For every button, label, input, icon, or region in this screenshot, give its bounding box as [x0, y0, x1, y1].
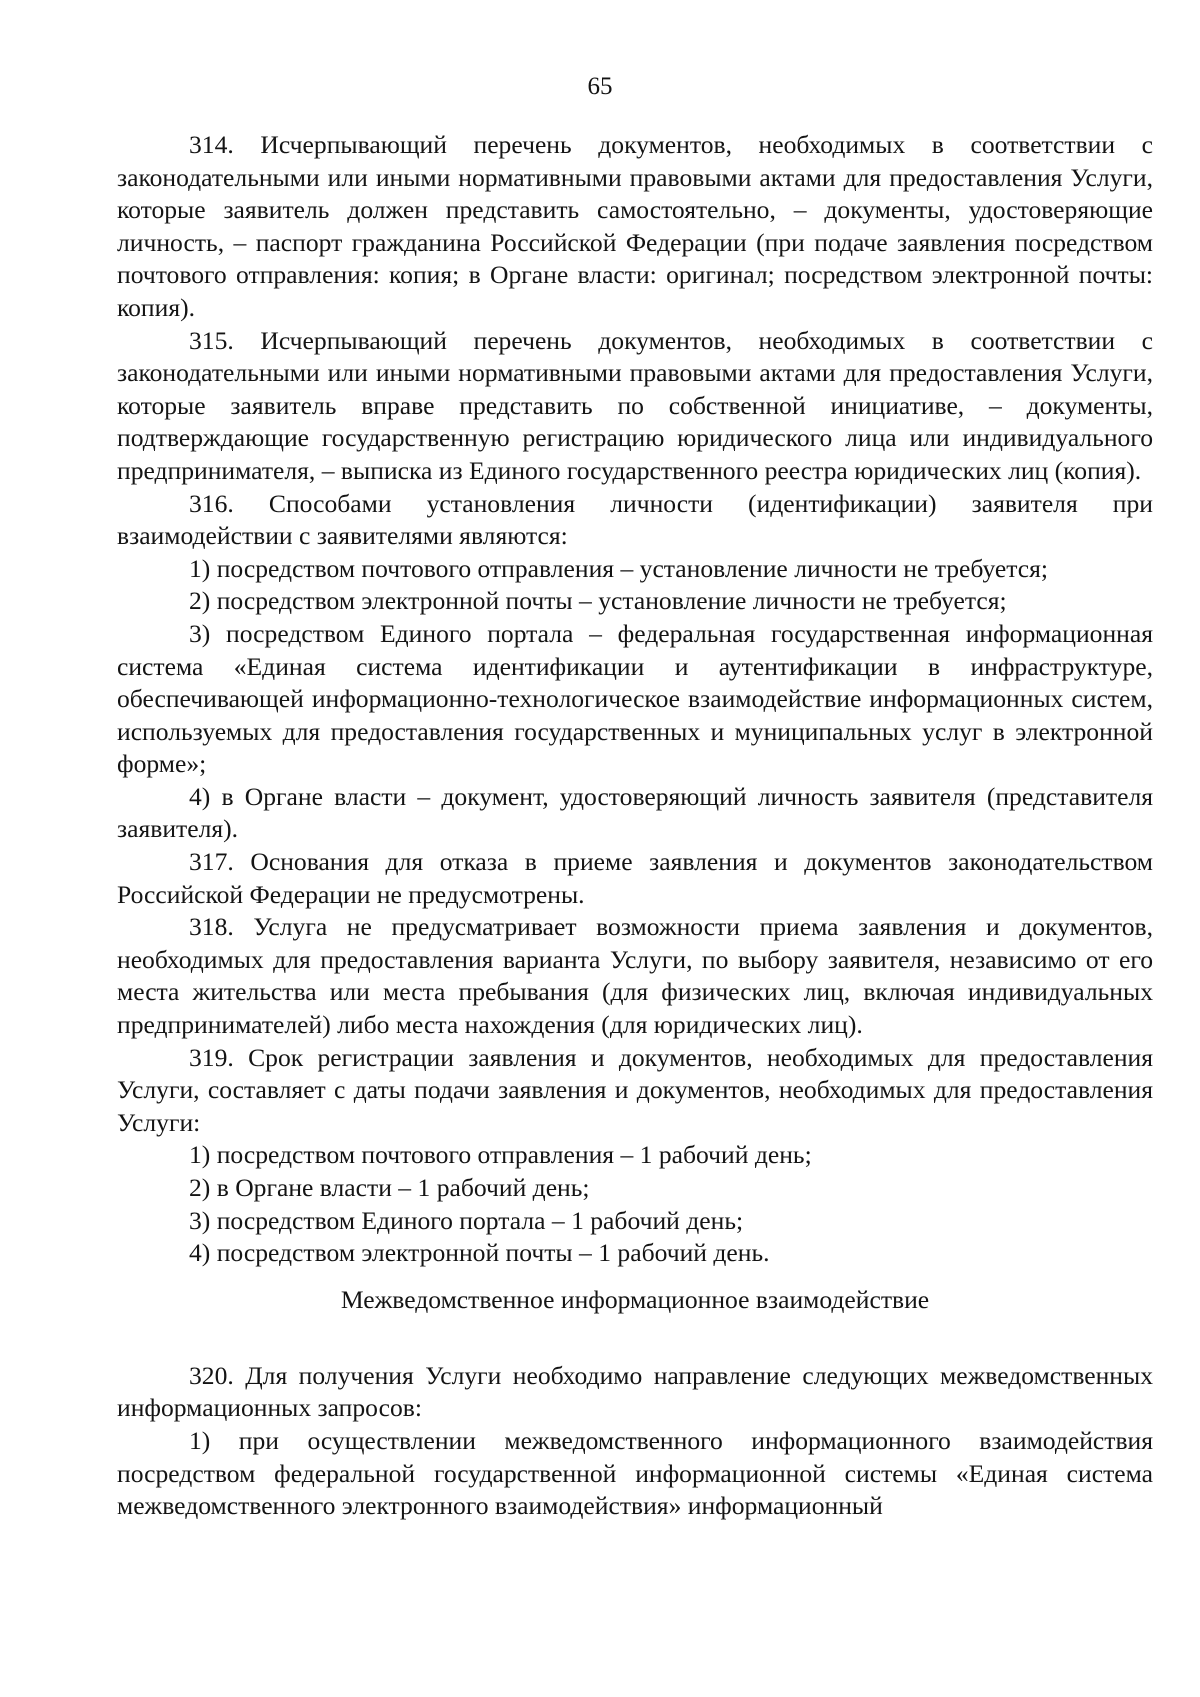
- list-item: 1) посредством почтового отправления – 1 рабочий день;: [189, 1140, 812, 1170]
- paragraph-319: 319. Срок регистрации заявления и документов, необходимых для предоставления Услуги, составляет с даты подачи заявления и документов, необходимых для предоставления Услуги:: [117, 1042, 1153, 1137]
- list-item: 4) в Органе власти – документ, удостоверяющий личность заявителя (представителя заявителя).: [117, 781, 1153, 844]
- paragraph-315: 315. Исчерпывающий перечень документов, необходимых в соответствии с законодательными или иными нормативными правовыми актами для предоставления Услуги, которые заявитель вправе представить по собственной инициативе, – документы, подтверждающие государственную регистрацию юридического лица или индивидуального предпринимателя, – выписка из Единого государственного реестра юридических лиц (копия).: [117, 325, 1153, 485]
- list-item: 1) посредством почтового отправления – установление личности не требуется;: [189, 553, 1049, 583]
- paragraph-314: 314. Исчерпывающий перечень документов, необходимых в соответствии с законодательными или иными нормативными правовыми актами для предоставления Услуги, которые заявитель должен представить самостоятельно, – документы, удостоверяющие личность, – паспорт гражданина Российской Федерации (при подаче заявления посредством почтового отправления: копия; в Органе власти: оригинал; посредством электронной почты: копия).: [117, 130, 1153, 322]
- paragraph-317: 317. Основания для отказа в приеме заявления и документов законодательством Российской Федерации не предусмотрены.: [117, 847, 1153, 909]
- paragraph-320: 320. Для получения Услуги необходимо направление следующих межведомственных информационных запросов:: [117, 1360, 1153, 1423]
- list-item: 2) посредством электронной почты – установление личности не требуется;: [189, 586, 1007, 616]
- section-heading: Межведомственное информационное взаимодействие: [340, 1284, 930, 1314]
- paragraph-316: 316. Способами установления личности (идентификации) заявителя при взаимодействии с заявителями являются:: [117, 488, 1153, 551]
- list-item: 1) при осуществлении межведомственного информационного взаимодействия посредством федеральной государственной информационной системы «Единая система межведомственного электронного взаимодействия» информационный: [117, 1425, 1153, 1521]
- page-number: 65: [587, 73, 613, 100]
- document-body: [117, 129, 1153, 1523]
- list-item: 3) посредством Единого портала – 1 рабочий день;: [189, 1205, 744, 1235]
- list-item: 3) посредством Единого портала – федеральная государственная информационная система «Единая система идентификации и аутентификации в инфраструктуре, обеспечивающей информационно-технологическое взаимодействие информационных систем, используемых для предоставления государственных и муниципальных услуг в электронной форме»;: [117, 618, 1153, 779]
- list-item: 4) посредством электронной почты – 1 рабочий день.: [189, 1238, 770, 1268]
- list-item: 2) в Органе власти – 1 рабочий день;: [189, 1173, 590, 1202]
- paragraph-318: 318. Услуга не предусматривает возможности приема заявления и документов, необходимых для предоставления варианта Услуги, по выбору заявителя, независимо от его места жительства или места пребывания (для физических лиц, включая индивидуальных предпринимателей) либо места нахождения (для юридических лиц).: [117, 912, 1153, 1040]
